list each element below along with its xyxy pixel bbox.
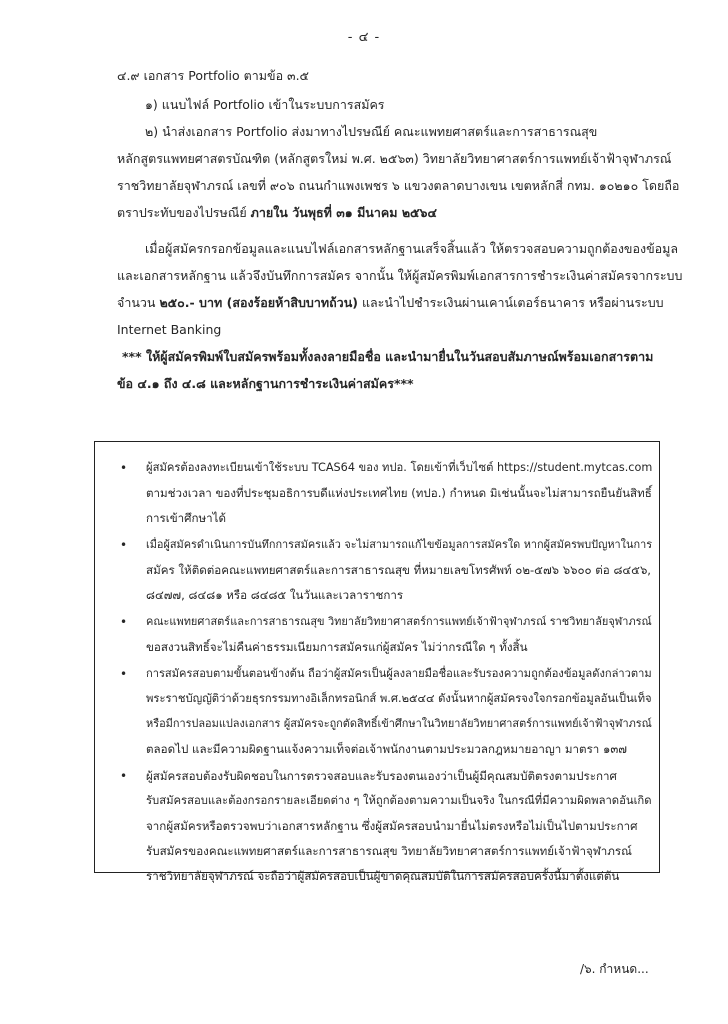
payment-line: Internet Banking bbox=[117, 322, 222, 337]
condition-line: ผู้สมัครสอบต้องรับผิดชอบในการตรวจสอบและรับรองตนเองว่าเป็นผู้มีคุณสมบัติตรงตามประกาศ bbox=[146, 769, 617, 783]
page-number: - ๔ - bbox=[347, 30, 381, 45]
bullet-icon: • bbox=[120, 667, 128, 681]
deadline-date: ภายใน วันพุธที่ ๓๑ มีนาคม ๒๕๖๔ bbox=[250, 205, 437, 220]
section-item-2-line: หลักสูตรแพทยศาสตรบัณฑิต (หลักสูตรใหม่ พ.ศ. ๒๕๖๓) วิทยาลัยวิทยาศาสตร์การแพทย์เจ้าฟ้าจุฬาภรณ์ bbox=[117, 151, 672, 166]
amount-prefix: จำนวน bbox=[117, 295, 160, 310]
condition-line: ราชวิทยาลัยจุฬาภรณ์ จะถือว่าผู้สมัครสอบเป็นผู้ขาดคุณสมบัติในการสมัครสอบครั้งนี้มาตั้งแต่ต้น bbox=[146, 869, 620, 883]
section-item-2-line: ราชวิทยาลัยจุฬาภรณ์ เลขที่ ๙๐๖ ถนนกำแพงเพชร ๖ แขวงตลาดบางเขน เขตหลักสี่ กทม. ๑๐๒๑๐ โดยถือ bbox=[117, 178, 680, 193]
condition-line: จากผู้สมัครหรือตรวจพบว่าเอกสารหลักฐาน ซึ่งผู้สมัครสอบนำมายื่นไม่ตรงหรือไม่เป็นไปตามประกาศ bbox=[146, 819, 638, 833]
deadline-prefix: ตราประทับของไปรษณีย์ bbox=[117, 205, 251, 220]
condition-line: ผู้สมัครต้องลงทะเบียนเข้าใช้ระบบ TCAS64 ของ ทปอ. โดยเข้าที่เว็บไซต์ https://student.mytcas.com bbox=[146, 461, 653, 474]
notice-line: ข้อ ๔.๑ ถึง ๔.๘ และหลักฐานการชำระเงินค่าสมัคร*** bbox=[117, 376, 414, 391]
condition-line: ตามช่วงเวลา ของที่ประชุมอธิการบดีแห่งประเทศไทย (ทปอ.) กำหนด มิเช่นนั้นจะไม่สามารถยืนยันสิทธิ์ bbox=[146, 486, 652, 500]
section-item-2-deadline bbox=[117, 204, 437, 222]
condition-line: ๘๔๗๗, ๘๔๘๑ หรือ ๘๔๘๕ ในวันและเวลาราชการ bbox=[146, 588, 404, 602]
bullet-icon: • bbox=[120, 461, 128, 475]
payment-line: และเอกสารหลักฐาน แล้วจึงบันทึกการสมัคร จากนั้น ให้ผู้สมัครพิมพ์เอกสารการชำระเงินค่าสมัครจากระบบ bbox=[117, 268, 683, 283]
condition-line: คณะแพทยศาสตร์และการสาธารณสุข วิทยาลัยวิทยาศาสตร์การแพทย์เจ้าฟ้าจุฬาภรณ์ ราชวิทยาลัยจุฬาภรณ์ bbox=[146, 615, 652, 628]
payment-amount-line bbox=[117, 294, 664, 312]
condition-line: เมื่อผู้สมัครดำเนินการบันทึกการสมัครแล้ว จะไม่สามารถแก้ไขข้อมูลการสมัครใด หากผู้สมัครพบปัญหาในการ bbox=[146, 538, 653, 551]
amount-value: ๒๕๐.- บาท (สองร้อยห้าสิบบาทถ้วน) bbox=[159, 295, 358, 310]
continuation-footer: /๖. กำหนด... bbox=[580, 962, 649, 976]
condition-line: หรือมีการปลอมแปลงเอกสาร ผู้สมัครจะถูกตัดสิทธิ์เข้าศึกษาในวิทยาลัยวิทยาศาสตร์การแพทย์เจ้าฟ้าจุฬาภรณ์ bbox=[146, 717, 652, 730]
condition-line: การเข้าศึกษาได้ bbox=[146, 511, 227, 525]
section-item-1: ๑) แนบไฟล์ Portfolio เข้าในระบบการสมัคร bbox=[145, 97, 385, 112]
section-item-2-line: ๒) นำส่งเอกสาร Portfolio ส่งมาทางไปรษณีย์ คณะแพทยศาสตร์และการสาธารณสุข bbox=[145, 124, 598, 139]
bullet-icon: • bbox=[120, 615, 128, 629]
payment-line: เมื่อผู้สมัครกรอกข้อมูลและแนบไฟล์เอกสารหลักฐานเสร็จสิ้นแล้ว ให้ตรวจสอบความถูกต้องของข้อมูล bbox=[145, 241, 679, 256]
condition-line: ขอสงวนสิทธิ์จะไม่คืนค่าธรรมเนียมการสมัครแก่ผู้สมัคร ไม่ว่ากรณีใด ๆ ทั้งสิ้น bbox=[146, 640, 528, 654]
condition-line: สมัคร ให้ติดต่อคณะแพทยศาสตร์และการสาธารณสุข ที่หมายเลขโทรศัพท์ ๐๒-๕๗๖ ๖๖๐๐ ต่อ ๘๔๕๖, bbox=[146, 563, 651, 577]
amount-suffix: และนำไปชำระเงินผ่านเคาน์เตอร์ธนาคาร หรือผ่านระบบ bbox=[357, 295, 664, 310]
bullet-icon: • bbox=[120, 538, 128, 552]
section-heading: ๔.๙ เอกสาร Portfolio ตามข้อ ๓.๕ bbox=[117, 68, 310, 83]
bullet-icon: • bbox=[120, 769, 128, 783]
notice-line: *** ให้ผู้สมัครพิมพ์ใบสมัครพร้อมทั้งลงลายมือชื่อ และนำมายื่นในวันสอบสัมภาษณ์พร้อมเอกสารตาม bbox=[122, 349, 654, 364]
condition-line: รับสมัครสอบและต้องกรอกรายละเอียดต่าง ๆ ให้ถูกต้องตามความเป็นจริง ในกรณีที่มีความผิดพลาดอันเกิด bbox=[146, 794, 652, 807]
condition-line: รับสมัครของคณะแพทยศาสตร์และการสาธารณสุข วิทยาลัยวิทยาศาสตร์การแพทย์เจ้าฟ้าจุฬาภรณ์ bbox=[146, 844, 632, 858]
condition-line: ตลอดไป และมีความผิดฐานแจ้งความเท็จต่อเจ้าพนักงานตามประมวลกฎหมายอาญา มาตรา ๑๓๗ bbox=[146, 742, 628, 756]
condition-line: พระราชบัญญัติว่าด้วยธุรกรรมทางอิเล็กทรอนิกส์ พ.ศ.๒๕๔๔ ดังนั้นหากผู้สมัครจงใจกรอกข้อมูลอันเป็นเท็จ bbox=[146, 692, 652, 705]
condition-line: การสมัครสอบตามขั้นตอนข้างต้น ถือว่าผู้สมัครเป็นผู้ลงลายมือชื่อและรับรองความถูกต้องข้อมูลดังกล่าวตาม bbox=[146, 667, 652, 680]
